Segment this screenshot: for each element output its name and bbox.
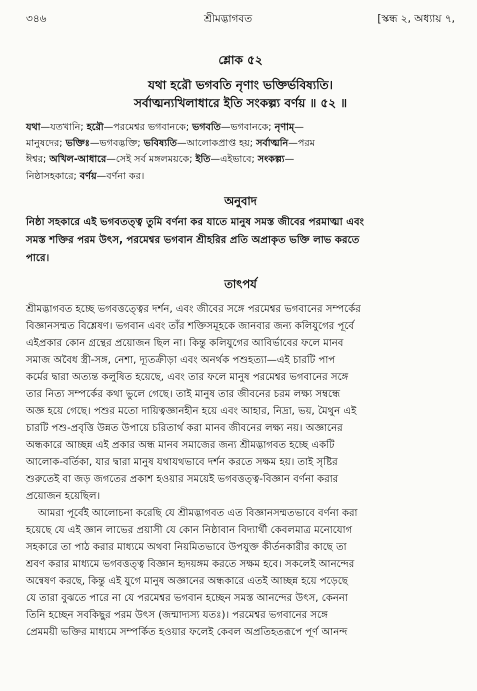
- synonyms-line: [26, 169, 455, 185]
- purport-line: শুরুতেই বা জড় জগতের প্রকাশ হওয়ার সময়েই ভগবত্তত্ত্ব-বিজ্ঞান বর্ণনা করার: [26, 473, 339, 485]
- term: ভগবতি: [192, 122, 221, 133]
- translation-line: সমস্ত শক্তির পরম উৎস, পরমেশ্বর ভগবান শ্রীহরির প্রতি অপ্রাকৃত ভক্তি লাভ করতে: [26, 234, 360, 246]
- gloss: —এইভাবে;: [210, 154, 258, 166]
- purport-line: তার নিত্য সম্পর্কের কথা ভুলে গেছে। তাই মানুষ তার জীবনের চরম লক্ষ্য সম্বন্ধে: [26, 388, 341, 400]
- page-header: [26, 12, 455, 32]
- purport-line: কর্মের দ্বারা অত্যন্ত কলুষিত হয়েছে, এবং তার ফলে মানুষ পরমেশ্বর ভগবানের সঙ্গে: [26, 371, 349, 383]
- running-title: শ্রীমদ্ভাগবত: [204, 13, 253, 25]
- purport-line: বিজ্ঞানসম্মত বিশ্লেষণ। ভগবান এবং তাঁর শক্তিসমূহকে জানবার জন্য কলিযুগের পূর্বে: [26, 320, 355, 332]
- verse-line: সর্বাত্মন্যখিলাধারে ইতি সংকল্প্য বর্ণয় ॥ ৫২ ॥: [133, 96, 348, 110]
- purport-line: শ্রীমদ্ভাগবত হচ্ছে ভগবত্তত্ত্বের দর্শন, এবং জীবের সঙ্গে পরমেশ্বর ভগবানের সম্পর্কের: [26, 303, 361, 315]
- purport-line: শ্রবণ করার মাধ্যমে ভগবত্তত্ত্ব বিজ্ঞান হৃদয়ঙ্গম করতে সক্ষম হবে। সকলেই আনন্দের: [26, 558, 355, 570]
- synonyms-line: [26, 136, 455, 152]
- gloss: —পরমেশ্বর ভগবানকে;: [103, 122, 193, 133]
- purport-line: যে তারা বুঝতে পারে না যে পরমেশ্বর ভগবান হচ্ছেন সমস্ত আনন্দের উৎস, কেননা: [26, 592, 348, 604]
- term: বর্ণয়: [79, 170, 97, 182]
- gloss: ঈশ্বর;: [26, 154, 50, 166]
- purport-line: সহকারে তা পাঠ করার মাধ্যমে অথবা নিয়মিতভাবে উপযুক্ত কীর্তনকারীর কাছে তা: [26, 541, 347, 553]
- gloss: নিষ্ঠাসহকারে;: [26, 170, 80, 182]
- term: হরৌ: [86, 122, 104, 133]
- purport-line: চারটি পশু-প্রবৃত্তি উন্নত উপায়ে চরিতার্থ করা মানব জীবনের লক্ষ্য নয়। অজ্ঞানের: [26, 422, 343, 434]
- purport-line: অন্বেষণ করছে, কিন্তু এই যুগে মানুষ অজ্ঞানের অন্ধকারে এতই আচ্ছন্ন হয়ে পড়েছে: [26, 575, 349, 587]
- synonyms-line: [26, 120, 455, 136]
- translation-line: নিষ্ঠা সহকারে এই ভগবতত্ত্ব তুমি বর্ণনা কর যাতে মানুষ সমস্ত জীবের পরমাত্মা এবং: [26, 216, 365, 228]
- verse-line: যথা হরৌ ভগবতি নৃণাং ভক্তির্ভবিষ্যতি।: [148, 78, 333, 92]
- purport-line: অজ্ঞ হয়ে গেছে। পশুর মতো দায়িত্বজ্ঞানহীন হয়ে এবং আহার, নিদ্রা, ভয়, মৈথুন এই: [26, 405, 357, 417]
- gloss: —: [284, 154, 295, 166]
- purport-heading: তাৎপর্য: [224, 276, 257, 291]
- term: যথা: [26, 122, 41, 133]
- translation-heading: অনুবাদ: [224, 193, 257, 208]
- gloss: —ভগবদ্ভক্তি;: [89, 138, 144, 150]
- purport-text: [26, 301, 455, 641]
- page-number: ৩৪৬: [26, 13, 47, 25]
- purport-line: হয়েছে যে এই জ্ঞান লাভের প্রয়াসী যে কোন নিষ্ঠাবান বিদ্যার্থী কেবলমাত্র মনোযোগ: [26, 524, 353, 536]
- gloss: মানুষদের;: [26, 138, 66, 150]
- gloss: —ভগবানকে;: [220, 122, 275, 133]
- gloss: —বর্ণনা কর।: [96, 170, 145, 182]
- purport-line: আলোক-বর্তিকা, যার দ্বারা মানুষ যথাযথভাবে দর্শন করতে সক্ষম হয়। তাই সৃষ্টির: [26, 456, 338, 468]
- purport-line: তিনি হচ্ছেন সবকিছুর পরম উৎস (জন্মাদ্যস্য যতঃ)। পরমেশ্বর ভগবানের সঙ্গে: [26, 609, 328, 621]
- term: ইতি: [195, 154, 211, 166]
- term: ভবিষ্যতি: [143, 138, 177, 150]
- gloss: —: [294, 122, 304, 133]
- term: ভক্তিঃ: [65, 138, 90, 150]
- purport-line: [26, 505, 455, 522]
- purport-line: প্রয়োজন হয়েছিল।: [26, 490, 101, 502]
- term: নৃণাম্: [274, 122, 295, 133]
- gloss: —পরম: [288, 138, 315, 150]
- verse-number: শ্লোক ৫২: [218, 53, 263, 67]
- term: অখিল-আধারে: [49, 154, 107, 166]
- purport-line: সমাজ অবৈধ স্ত্রী-সঙ্গ, নেশা, দ্যূতক্রীড়া এবং অনর্থক পশুহত্যা—এই চারটি পাপ: [26, 354, 336, 366]
- term: সর্বাত্মনি: [256, 138, 289, 150]
- translation-line: পারে।: [26, 252, 50, 264]
- translation-text: [26, 214, 455, 268]
- gloss: —সেই সর্ব মঙ্গলময়কে;: [106, 154, 196, 166]
- verse-text: [26, 76, 455, 112]
- synonyms-line: [26, 152, 455, 168]
- purport-line: অন্ধকারে আচ্ছন্ন এই প্রকার অন্ধ মানব সমাজের জন্য শ্রীমদ্ভাগবত হচ্ছে একটি: [26, 439, 335, 451]
- purport-line: প্রেমময়ী ভক্তির মাধ্যমে সম্পর্কিত হওয়ার ফলেই কেবল অপ্রতিহতরূপে পূর্ণ আনন্দ: [26, 626, 348, 638]
- term: সংকল্প্য: [257, 154, 285, 166]
- gloss: —যতখানি;: [40, 122, 87, 133]
- gloss: —আলোকপ্রাপ্ত হয়;: [176, 138, 257, 150]
- section-reference: [স্কন্ধ ২, অধ্যায় ৭,: [377, 13, 455, 25]
- purport-line: এইপ্রকার কোন গ্রন্থের প্রয়োজন ছিল না। কিন্তু কলিযুগের আবির্ভাবের ফলে মানব: [26, 337, 344, 349]
- purport-line-text: আমরা পূর্বেই আলোচনা করেছি যে শ্রীমদ্ভাগবত এত বিজ্ঞানসম্মতভাবে বর্ণনা করা: [38, 507, 358, 519]
- synonyms: [26, 120, 455, 185]
